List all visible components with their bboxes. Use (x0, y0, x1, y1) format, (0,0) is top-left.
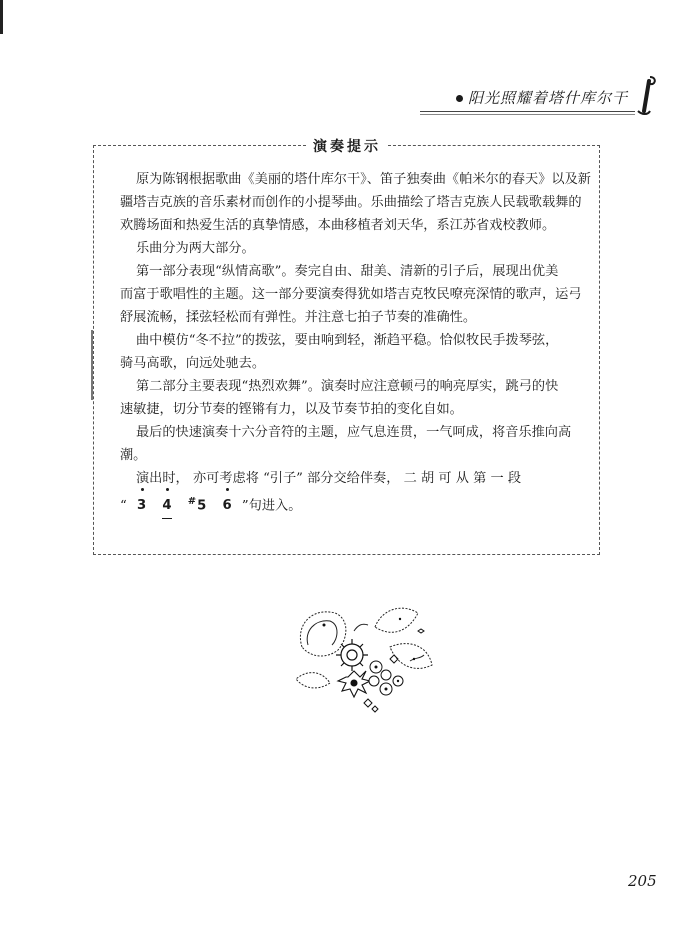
text-line: 骑马高歌，向远处驰去。 (120, 356, 266, 371)
open-quote: “ (120, 498, 127, 514)
page-number: 205 (628, 872, 657, 890)
text-line: 乐曲分为两大部分。 (136, 241, 255, 256)
text-line: 潮。 (120, 448, 147, 463)
sharp-sign: # (187, 496, 197, 507)
notation-closing-text: ”句进入。 (241, 498, 302, 514)
running-header (420, 85, 660, 119)
header-rule-secondary (420, 114, 635, 115)
text-line: 第二部分主要表现“热烈欢舞”。演奏时应注意顿弓的响亮厚实，跳弓的快 (136, 379, 559, 394)
performance-notes-text (120, 168, 610, 516)
paragraph-part-one (120, 260, 610, 329)
header-ornament-icon (636, 75, 658, 117)
note-6-high: 6 (223, 494, 232, 517)
text-line: 疆塔吉克族的音乐素材而创作的小提琴曲。乐曲描绘了塔吉克族人民载歌载舞的 (120, 195, 582, 210)
notation-line (120, 490, 610, 516)
floral-ornament-icon (290, 595, 440, 720)
paragraph-structure (120, 237, 610, 260)
paragraph-finale (120, 421, 610, 467)
header-rule (420, 111, 635, 112)
note-4-high-eighth: 4 (162, 494, 171, 517)
section-title: 演奏提示 (313, 139, 381, 155)
text-line: 而富于歌唱性的主题。这一部分要演奏得犹如塔吉克牧民嘹亮深情的歌声，运弓 (120, 287, 582, 302)
text-line: 最后的快速演奏十六分音符的主题，应气息连贯，一气呵成，将音乐推向高 (136, 425, 572, 440)
paragraph-part-two (120, 375, 610, 421)
text-line: 第一部分表现“纵情高歌”。奏完自由、甜美、清新的引子后，展现出优美 (136, 264, 559, 279)
note-3-high: 3 (137, 494, 146, 517)
eighth-note-underline (162, 518, 171, 519)
paragraph-intro (120, 168, 610, 237)
high-octave-dot (166, 488, 169, 491)
text-line: 欢腾场面和热爱生活的真挚情感，本曲移植者刘天华，系江苏省戏校教师。 (120, 218, 556, 233)
text-line: 舒展流畅，揉弦轻松而有弹性。并注意七拍子节奏的准确性。 (120, 310, 477, 325)
note-sharp-5: #5 (187, 496, 207, 514)
scan-edge-mark (0, 0, 3, 34)
text-line: 原为陈钢根据歌曲《美丽的塔什库尔干》、笛子独奏曲《帕米尔的春天》以及新 (136, 172, 591, 187)
high-octave-dot (226, 488, 229, 491)
text-line: 演出时， 亦可考虑将 “引子” 部分交给伴奏， 二 胡 可 从 第 一 段 (136, 471, 522, 486)
paragraph-dombra (120, 329, 610, 375)
panel-left-accent (91, 330, 93, 400)
high-octave-dot (141, 488, 144, 491)
text-line: 速敏捷，切分节奏的铿锵有力，以及节奏节拍的变化自如。 (120, 402, 463, 417)
paragraph-performance (120, 467, 610, 516)
text-line: 曲中模仿“冬不拉”的拨弦，要由响到轻，渐趋平稳。恰似牧民手拨琴弦， (136, 333, 559, 348)
header-title: 阳光照耀着塔什库尔干 (468, 89, 629, 107)
header-bullet-icon (456, 95, 463, 102)
